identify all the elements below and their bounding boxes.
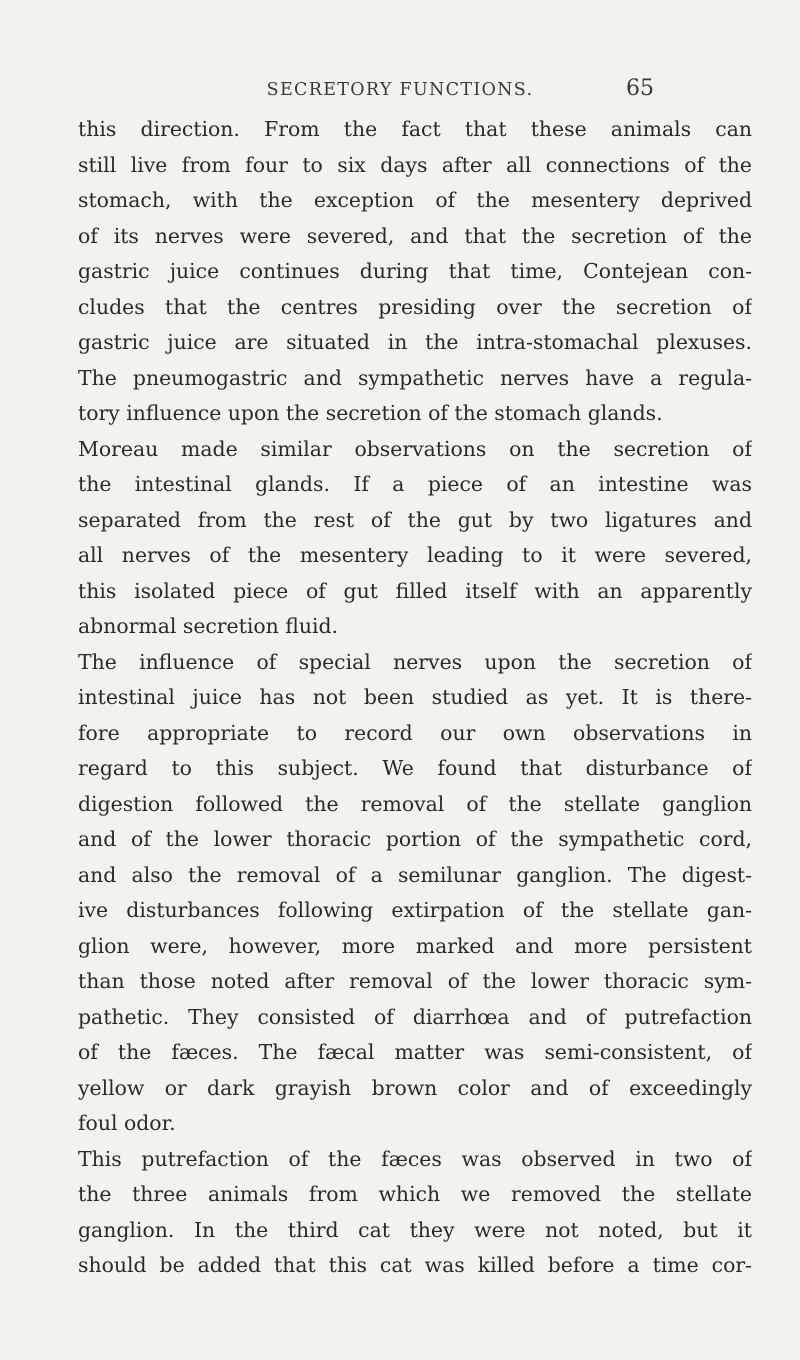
text-line: gastric juice are situated in the intra-stomachal plexuses. [78, 330, 752, 354]
text-line: pathetic. They consisted of diarrhœa and of putrefaction [78, 1004, 752, 1029]
text-line: fore appropriate to record our own observations in [78, 720, 752, 745]
body-text [78, 112, 752, 1284]
text-line: ive disturbances following extirpation of the stellate gan- [78, 898, 752, 922]
text-line: all nerves of the mesentery leading to it were severed, [78, 543, 752, 567]
text-line: this isolated piece of gut filled itself with an apparently [78, 578, 752, 603]
text-line: cludes that the centres presiding over the secretion of [78, 294, 752, 319]
running-title: SECRETORY FUNCTIONS. [266, 80, 534, 100]
text-line: regard to this subject. We found that disturbance of [78, 756, 752, 780]
text-line: stomach, with the exception of the mesentery deprived [78, 188, 752, 212]
text-line: The influence of special nerves upon the secretion of [78, 649, 752, 674]
text-line: foul odor. [78, 1111, 176, 1135]
text-line: separated from the rest of the gut by two ligatures and [78, 507, 752, 532]
page-number: 65 [626, 76, 654, 101]
text-line: and also the removal of a semilunar ganglion. The digest- [78, 862, 752, 887]
text-line: ganglion. In the third cat they were not noted, but it [78, 1217, 752, 1242]
text-line: The pneumogastric and sympathetic nerves have a regula- [78, 365, 752, 390]
text-line: Moreau made similar observations on the secretion of [78, 436, 752, 461]
text-line: digestion followed the removal of the stellate ganglion [78, 791, 752, 816]
text-line: and of the lower thoracic portion of the sympathetic cord, [78, 827, 752, 851]
text-line: the three animals from which we removed the stellate [78, 1182, 752, 1206]
text-line: this direction. From the fact that these animals can [78, 117, 752, 141]
text-line: yellow or dark grayish brown color and of exceedingly [78, 1075, 752, 1100]
text-line: the intestinal glands. If a piece of an intestine was [78, 472, 752, 496]
text-line: still live from four to six days after all connections of the [78, 152, 752, 177]
text-line: This putrefaction of the fæces was observed in two of [78, 1146, 752, 1171]
text-line: should be added that this cat was killed before a time cor- [78, 1253, 752, 1277]
running-head [0, 76, 800, 106]
text-line: abnormal secretion fluid. [78, 614, 339, 638]
text-line: intestinal juice has not been studied as yet. It is there- [78, 685, 752, 709]
text-line: of the fæces. The fæcal matter was semi-consistent, of [78, 1040, 752, 1064]
text-line: glion were, however, more marked and more persistent [78, 933, 752, 958]
text-line: of its nerves were severed, and that the secretion of the [78, 223, 752, 248]
text-line: tory influence upon the secretion of the stomach glands. [78, 401, 663, 425]
text-line: than those noted after removal of the lower thoracic sym- [78, 969, 752, 993]
text-line: gastric juice continues during that time, Contejean con- [78, 259, 752, 283]
